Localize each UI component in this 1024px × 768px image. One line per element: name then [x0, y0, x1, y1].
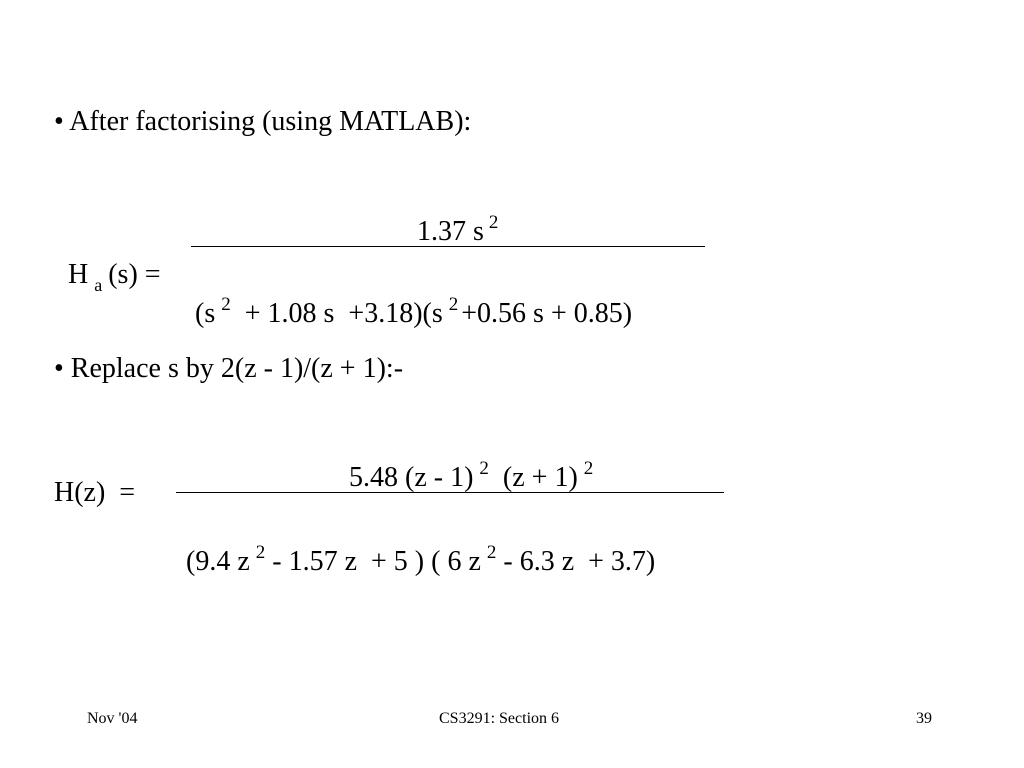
eq1-den-exponent2: 2 — [448, 294, 459, 315]
eq1-lhs — [54, 233, 161, 295]
eq1-numerator — [403, 190, 498, 246]
eq2-num-exponent1: 2 — [479, 458, 489, 479]
eq2-lhs: H(z) = — [54, 477, 136, 508]
eq1-lhs-subscript: a — [94, 275, 103, 295]
footer-page-number: 39 — [916, 710, 932, 727]
bullet-factorising: • After factorising (using MATLAB): — [54, 106, 472, 137]
eq1-lhs-h: H — [68, 259, 89, 290]
footer-date: Nov '04 — [87, 710, 138, 727]
eq1-den-part3: +0.56 s + 0.85) — [461, 298, 633, 329]
eq2-den-exponent2: 2 — [486, 542, 497, 563]
eq2-num-part2: (z + 1) — [488, 462, 578, 493]
eq1-num-exponent: 2 — [488, 212, 499, 233]
eq1-lhs-rest: (s) = — [108, 259, 161, 290]
eq2-denominator — [172, 520, 655, 576]
eq1-num-base: 1.37 s — [417, 216, 484, 247]
eq1-den-part2: + 1.08 s +3.18)(s — [230, 298, 443, 329]
eq2-den-part3: - 6.3 z + 3.7) — [496, 546, 656, 577]
eq2-den-part1: (9.4 z — [186, 546, 250, 577]
footer-course: CS3291: Section 6 — [439, 710, 560, 727]
eq1-denominator — [181, 272, 632, 328]
eq1-den-part1: (s — [195, 298, 216, 329]
eq1-den-exponent1: 2 — [221, 294, 231, 315]
eq1-fraction-bar — [191, 246, 705, 247]
eq2-numerator — [335, 436, 593, 492]
eq2-num-part1: 5.48 (z - 1) — [349, 462, 474, 493]
eq2-den-part2: - 1.57 z + 5 ) ( 6 z — [265, 546, 481, 577]
eq2-den-exponent1: 2 — [255, 542, 266, 563]
eq2-num-exponent2: 2 — [583, 458, 594, 479]
eq2-fraction-bar — [176, 492, 724, 493]
bullet-replace: • Replace s by 2(z - 1)/(z + 1):- — [54, 353, 404, 384]
